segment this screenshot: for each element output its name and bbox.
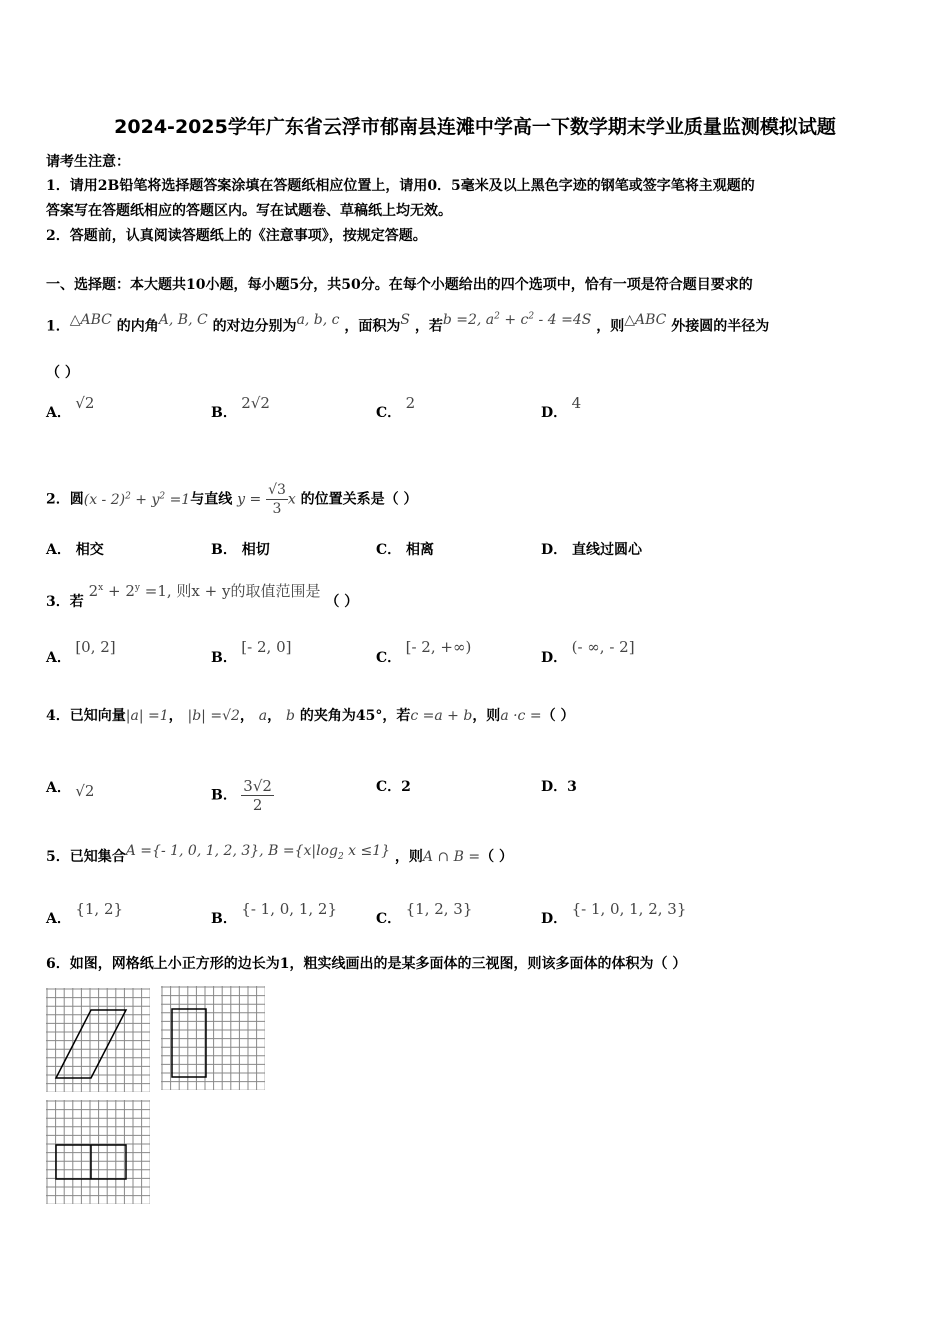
q1-text-3: ，面积为 <box>344 318 401 335</box>
q2-option-c <box>376 540 434 560</box>
q2-text-2: 与直线 <box>190 491 233 508</box>
q1-math-triangle-2: △ABC <box>624 311 667 328</box>
q4-a-label: A． <box>46 780 71 796</box>
q1-a-value: √2 <box>75 394 95 412</box>
q4-b-fraction <box>241 777 274 814</box>
section-heading: 一、选择题：本大题共10小题，每小题5分，共50分。在每个小题给出的四个选项中，恰有一项是符合题目要求的 <box>46 277 753 293</box>
q5-math-intersect: A ∩ B = <box>422 849 481 865</box>
q3-option-a <box>46 638 116 668</box>
q1-text-5: ，则 <box>596 318 625 335</box>
q2-stem <box>46 481 418 518</box>
q2-line-x: x <box>287 491 296 508</box>
q3-d-label: D． <box>541 650 568 666</box>
q3-b-label: B． <box>211 650 237 666</box>
q2-option-b <box>211 540 270 560</box>
notice-heading: 请考生注意： <box>46 154 130 170</box>
q1-option-c <box>376 394 416 423</box>
q1-c-label: C． <box>376 405 402 421</box>
q2-a-value: 相交 <box>75 542 104 558</box>
side-view-figure <box>161 986 265 1090</box>
q5-text-2: ，则 <box>394 849 423 865</box>
q4-math-1: |a| =1 <box>125 708 169 724</box>
q1-text-4: ，若 <box>414 318 443 335</box>
q4-b-num: 3√2 <box>243 777 272 795</box>
front-view-grid <box>46 988 150 1092</box>
q1-stem <box>46 313 769 337</box>
q1-cond-e: - 4 =4S <box>534 311 592 328</box>
q4-math-2: |b| =√2 <box>187 708 240 724</box>
q1-math-angles: A, B, C <box>158 311 208 328</box>
q5-option-d <box>541 900 687 929</box>
q5-sets-sub: 2 <box>337 851 344 862</box>
q3-expr-b: + 2 <box>103 582 135 600</box>
q5-option-a <box>46 900 124 929</box>
side-view-grid <box>161 986 265 1090</box>
q1-option-d <box>541 394 582 423</box>
q4-stem <box>46 706 574 726</box>
q3-option-b <box>211 638 292 668</box>
q2-line-lhs: y = <box>237 491 262 508</box>
q4-text-5: 的夹角为45°，若 <box>299 708 411 724</box>
q5-c-label: C． <box>376 911 402 927</box>
q3-option-c <box>376 638 472 668</box>
q2-text-1: 圆 <box>69 491 84 508</box>
q4-paren: （ ） <box>541 708 575 724</box>
notice-line-2: 2．答题前，认真阅读答题纸上的《注意事项》，按规定答题。 <box>46 228 427 244</box>
q5-option-b <box>211 900 338 929</box>
q2-fraction <box>266 481 288 518</box>
q4-b-label: B． <box>211 787 237 804</box>
q4-option-c: C．2 <box>376 779 411 795</box>
q1-number: 1． <box>46 318 70 335</box>
q5-b-label: B． <box>211 911 237 927</box>
q2-frac-den: 3 <box>272 501 282 517</box>
q2-option-a <box>46 540 104 560</box>
top-view-figure <box>46 1100 150 1204</box>
q2-a-label: A． <box>46 542 71 558</box>
q1-math-condition <box>443 312 591 328</box>
q2-d-label: D． <box>541 542 568 558</box>
front-view-figure <box>46 988 150 1092</box>
top-view-grid <box>46 1100 150 1204</box>
q5-stem <box>46 843 513 873</box>
q3-expr-c: =1, 则x + y的取值范围是 <box>140 582 321 600</box>
q3-expr-sup2: y <box>134 583 140 593</box>
q4-number: 4． <box>46 708 70 724</box>
q2-circle-a: (x - 2) <box>83 491 126 508</box>
q4-a-value: √2 <box>75 782 95 800</box>
q1-cond-c: + c <box>499 311 529 328</box>
q3-stem <box>46 582 359 612</box>
q4-text-3: ， <box>239 708 254 724</box>
q4-math-5: c =a + b <box>410 708 473 724</box>
q2-b-value: 相切 <box>241 542 270 558</box>
q2-number: 2． <box>46 491 70 508</box>
q1-text-6: 外接圆的半径为 <box>671 318 770 335</box>
q1-a-label: A． <box>46 405 71 421</box>
q1-cond-sup2: 2 <box>528 311 535 321</box>
q4-text-2: ， <box>168 708 183 724</box>
q4-text-6: ，则 <box>472 708 501 724</box>
q1-d-value: 4 <box>571 394 582 412</box>
q4-math-6: a ·c = <box>500 708 542 724</box>
q2-option-d <box>541 540 642 560</box>
q2-circle-c: =1 <box>165 491 191 508</box>
q5-d-value: {- 1, 0, 1, 2, 3} <box>571 900 687 918</box>
q1-text-1: 的内角 <box>116 318 159 335</box>
q1-cond-a: b =2, a <box>442 311 495 328</box>
q2-circle-sup1: 2 <box>125 490 131 501</box>
q2-d-value: 直线过圆心 <box>572 542 643 558</box>
q1-math-triangle: △ABC <box>69 311 112 328</box>
q5-a-label: A． <box>46 911 71 927</box>
q5-text-1: 已知集合 <box>69 849 126 865</box>
q4-option-b <box>211 777 274 814</box>
q3-option-d <box>541 638 635 668</box>
q1-math-sides: a, b, c <box>296 311 340 328</box>
q1-cond-sup1: 2 <box>494 311 500 321</box>
side-view-rectangle <box>172 1009 206 1077</box>
q4-math-4: b <box>286 708 295 724</box>
q2-frac-num: √3 <box>268 482 286 498</box>
q1-paren: （ ） <box>46 365 79 381</box>
notice-line-1b: 答案写在答题纸相应的答题区内。写在试题卷、草稿纸上均无效。 <box>46 203 452 219</box>
page-title: 2024-2025学年广东省云浮市郁南县连滩中学高一下数学期末学业质量监测模拟试题 <box>114 116 836 138</box>
q3-text-1: 若 <box>69 594 84 610</box>
q2-b-label: B． <box>211 542 237 558</box>
q4-option-d: D．3 <box>541 779 577 795</box>
q1-b-value: 2√2 <box>241 394 270 412</box>
q6-number: 6． <box>46 956 70 972</box>
q5-paren: （ ） <box>480 849 513 865</box>
q3-d-value: (- ∞, - 2] <box>571 638 635 656</box>
q2-c-label: C． <box>376 542 402 558</box>
q1-b-label: B． <box>211 405 237 421</box>
q1-text-2: 的对边分别为 <box>212 318 297 335</box>
q3-b-value: [- 2, 0] <box>241 638 292 656</box>
q1-c-value: 2 <box>405 394 416 412</box>
q1-d-label: D． <box>541 405 568 421</box>
q2-text-3: 的位置关系是（ ） <box>300 491 418 508</box>
q5-sets-a: A ={- 1, 0, 1, 2, 3}, B ={x|log <box>125 843 338 859</box>
q2-circle-b: + y <box>130 491 160 508</box>
q5-b-value: {- 1, 0, 1, 2} <box>241 900 338 918</box>
q5-d-label: D． <box>541 911 568 927</box>
q1-math-area: S <box>400 311 410 328</box>
q5-a-value: {1, 2} <box>75 900 124 918</box>
q3-expr-sup1: x <box>98 583 104 593</box>
q3-c-value: [- 2, +∞) <box>405 638 472 656</box>
q2-circle-sup2: 2 <box>159 490 166 501</box>
q3-a-label: A． <box>46 650 71 666</box>
q4-math-3: a <box>258 708 268 724</box>
q3-a-value: [0, 2] <box>75 638 116 656</box>
q5-option-c <box>376 900 473 929</box>
q4-b-den: 2 <box>252 796 263 814</box>
q6-stem <box>46 954 686 974</box>
q3-c-label: C． <box>376 650 402 666</box>
q5-number: 5． <box>46 849 70 865</box>
q3-expr-a: 2 <box>88 582 99 600</box>
q3-paren: （ ） <box>325 594 359 610</box>
q5-sets-b: x ≤1} <box>343 843 391 859</box>
q5-c-value: {1, 2, 3} <box>405 900 473 918</box>
q4-text-4: ， <box>267 708 282 724</box>
q1-option-b <box>211 394 270 423</box>
q3-number: 3． <box>46 594 70 610</box>
q1-option-a <box>46 394 95 423</box>
q6-text: 如图，网格纸上小正方形的边长为1，粗实线画出的是某多面体的三视图，则该多面体的体积为（ ） <box>69 956 687 972</box>
q4-option-a <box>46 777 94 798</box>
q2-c-value: 相离 <box>406 542 435 558</box>
notice-line-1a: 1．请用2B铅笔将选择题答案涂填在答题纸相应位置上，请用0．5毫米及以上黑色字迹的钢笔或签字笔将主观题的 <box>46 178 755 194</box>
q4-text-1: 已知向量 <box>69 708 126 724</box>
